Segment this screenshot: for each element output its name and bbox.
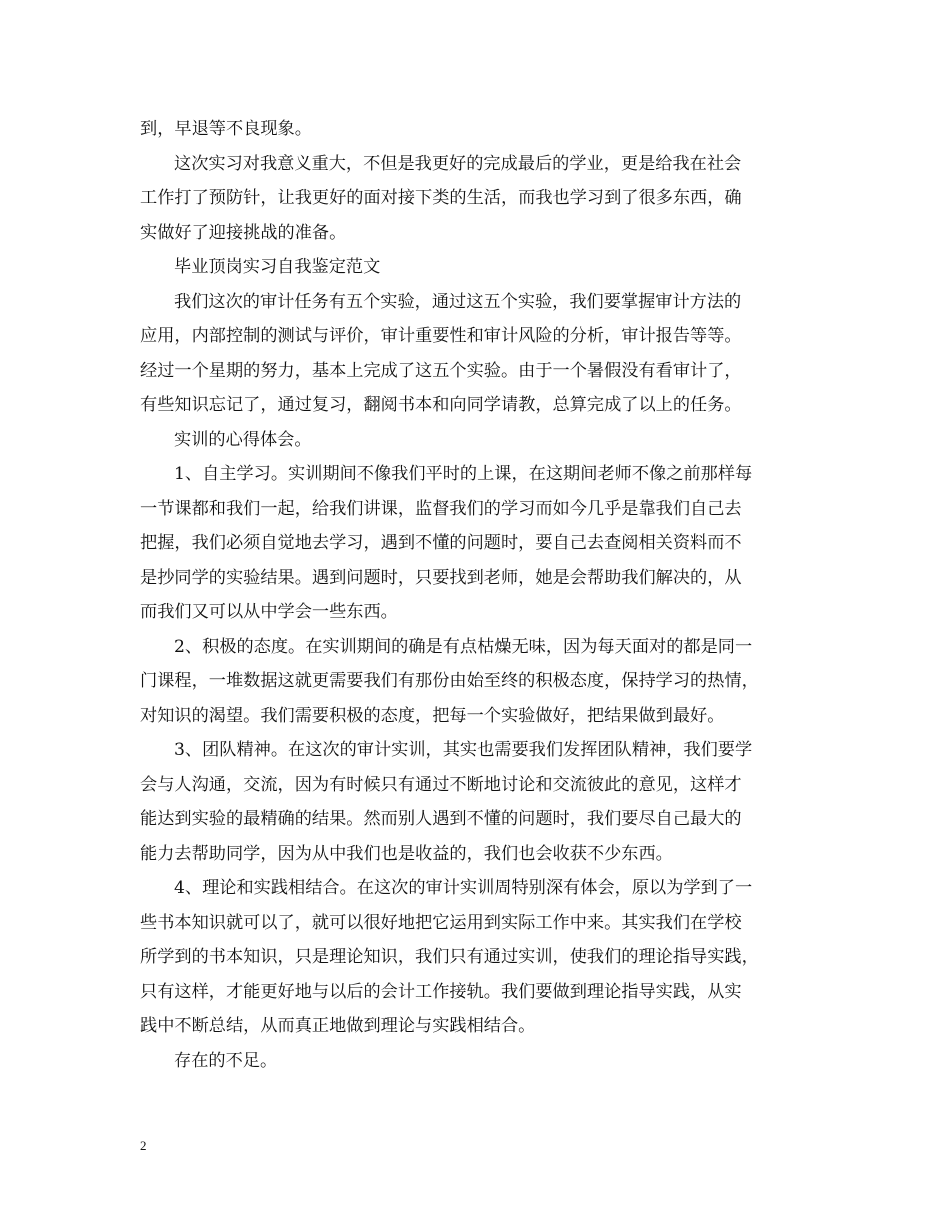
document-body	[140, 112, 810, 1078]
text-line: 一节课都和我们一起，给我们讲课，监督我们的学习而如今几乎是靠我们自己去	[140, 498, 742, 519]
text-line: 有些知识忘记了，通过复习，翻阅书本和向同学请教，总算完成了以上的任务。	[140, 395, 742, 415]
text-line: 2、积极的态度。在实训期间的确是有点枯燥无味，因为每天面对的都是同一	[174, 636, 753, 657]
text-line: 践中不断总结，从而真正地做到理论与实践相结合。	[140, 1016, 536, 1036]
text-line: 毕业顶岗实习自我鉴定范文	[174, 257, 381, 277]
text-line: 经过一个星期的努力，基本上完成了这五个实验。由于一个暑假没有看审计了，	[140, 360, 742, 381]
text-line: 4、理论和实践相结合。在这次的审计实训周特别深有体会，原以为学到了一	[174, 878, 753, 898]
text-line: 应用，内部控制的测试与评价，审计重要性和审计风险的分析，审计报告等等。	[140, 326, 742, 346]
text-line: 门课程，一堆数据这就更需要我们有那份由始至终的积极态度，保持学习的热情，	[140, 671, 759, 691]
text-line: 我们这次的审计任务有五个实验，通过这五个实验，我们要掌握审计方法的	[174, 291, 742, 312]
text-line: 而我们又可以从中学会一些东西。	[140, 602, 398, 622]
text-line: 所学到的书本知识，只是理论知识，我们只有通过实训，使我们的理论指导实践，	[140, 947, 759, 967]
text-line: 把握，我们必须自觉地去学习，遇到不懂的问题时，要自己去查阅相关资料而不	[140, 533, 742, 553]
text-line: 3、团队精神。在这次的审计实训，其实也需要我们发挥团队精神，我们要学	[174, 740, 753, 760]
text-line: 会与人沟通，交流，因为有时候只有通过不断地讨论和交流彼此的意见，这样才	[140, 774, 742, 795]
text-line: 能达到实验的最精确的结果。然而别人遇到不懂的问题时，我们要尽自己最大的	[140, 809, 742, 829]
text-line: 1、自主学习。实训期间不像我们平时的上课，在这期间老师不像之前那样每	[174, 464, 753, 484]
text-line: 工作打了预防针，让我更好的面对接下类的生活，而我也学习到了很多东西，确	[140, 188, 742, 208]
text-line: 实训的心得体会。	[174, 429, 312, 450]
text-line: 对知识的渴望。我们需要积极的态度，把每一个实验做好，把结果做到最好。	[140, 705, 725, 726]
text-line: 这次实习对我意义重大，不但是我更好的完成最后的学业，更是给我在社会	[174, 153, 742, 174]
text-line: 存在的不足。	[174, 1050, 278, 1071]
text-line: 些书本知识就可以了，就可以很好地把它运用到实际工作中来。其实我们在学校	[140, 912, 742, 933]
page-number: 2	[140, 1138, 147, 1153]
text-line: 是抄同学的实验结果。遇到问题时，只要找到老师，她是会帮助我们解决的，从	[140, 567, 742, 588]
text-line: 只有这样，才能更好地与以后的会计工作接轨。我们要做到理论指导实践，从实	[140, 981, 742, 1002]
text-line: 能力去帮助同学，因为从中我们也是收益的，我们也会收获不少东西。	[140, 843, 673, 864]
text-line: 实做好了迎接挑战的准备。	[140, 222, 347, 243]
text-line: 到，早退等不良现象。	[140, 119, 312, 139]
